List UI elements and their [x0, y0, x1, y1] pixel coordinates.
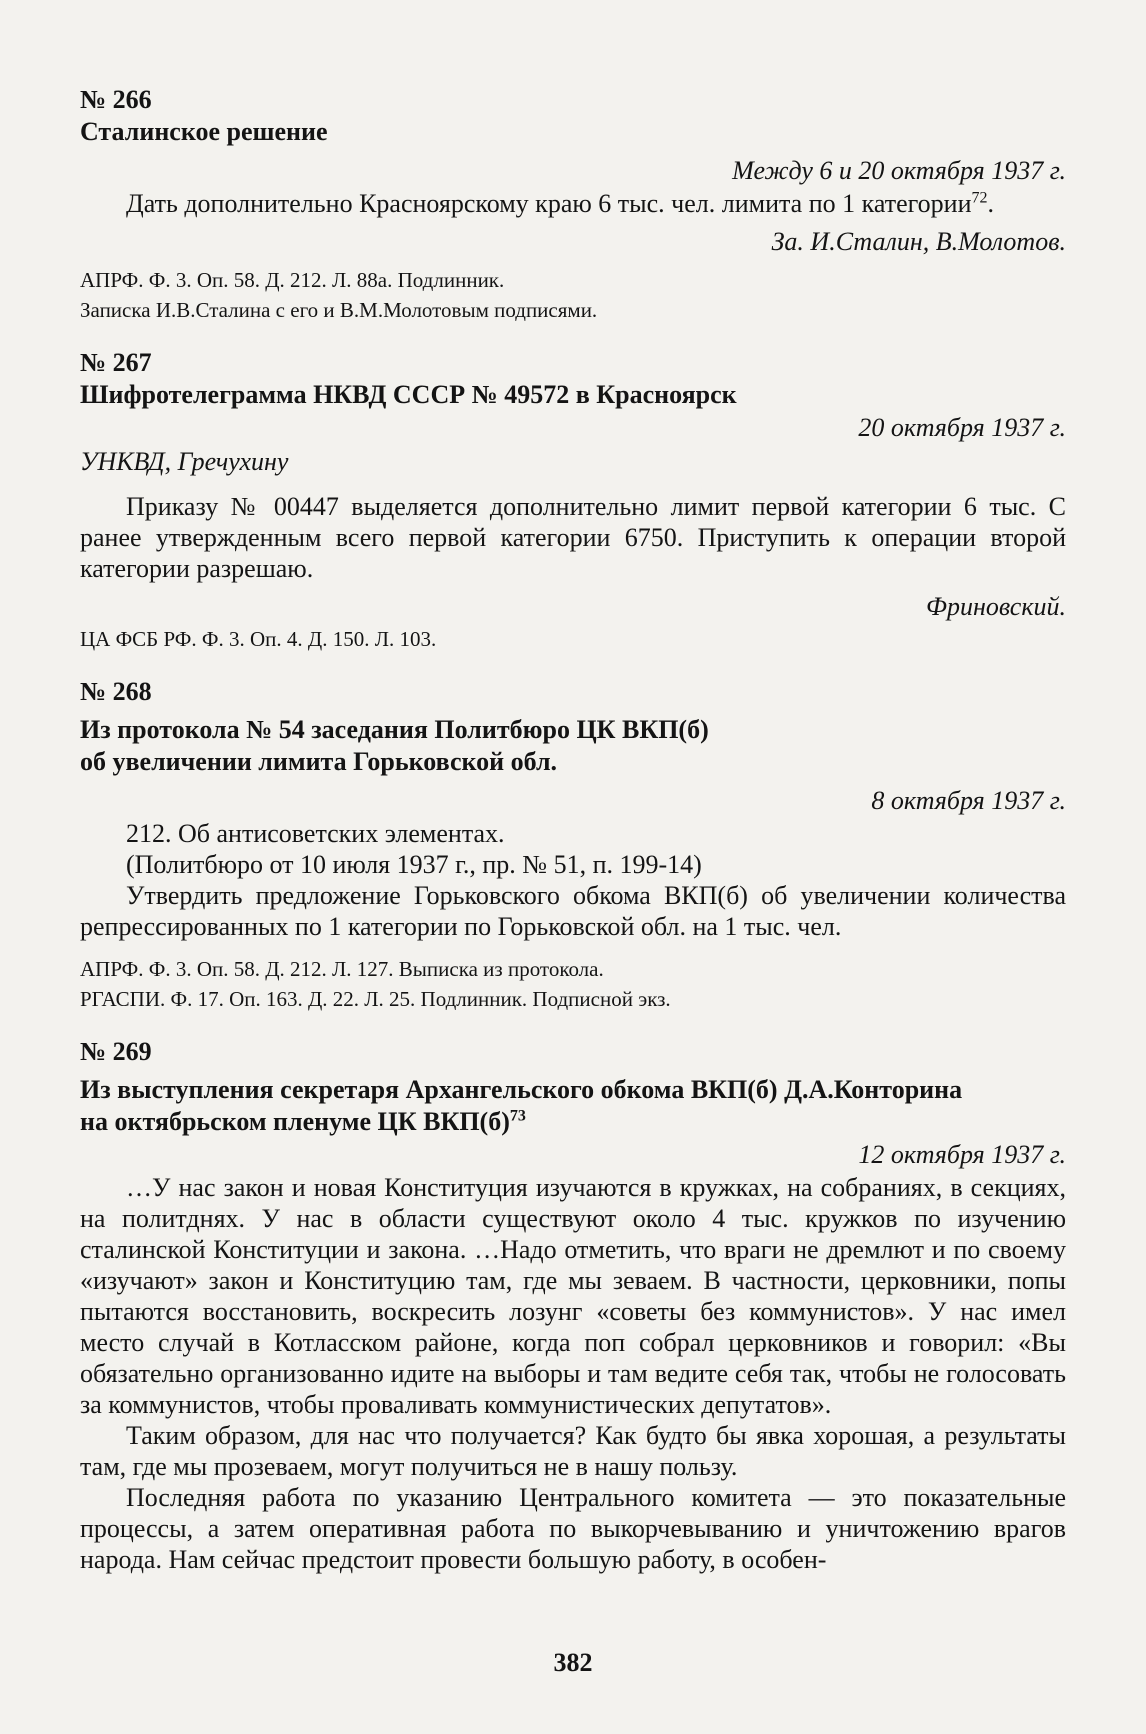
doc-paragraph: …У нас закон и новая Конституция изучаются в кружках, на собраниях, в секциях, на политднях. У нас в области существуют около 4 тыс. кружков по изучению сталинской Конституции и закона. …Надо отметить, что враги не дремлют и по своему «изучают» закон и Конституцию там, где мы зеваем. В частности, церковники, попы пытаются восстановить, воскресить лозунг «советы без коммунистов». У нас имел место случай в Котласском районе, когда поп собрал церковников и говорил: «Вы обязательно организованно идите на выборы и там ведите себя так, чтобы не голосовать за коммунистов, чтобы проваливать коммунистических депутатов». — [80, 1173, 1066, 1419]
doc-title: Из протокола № 54 заседания Политбюро ЦК ВКП(б) — [80, 715, 709, 744]
doc-text: Дать дополнительно Красноярскому краю 6 тыс. чел. лимита по 1 категории$^{72}$. — [126, 189, 994, 218]
doc-date: 12 октября 1937 г. — [858, 1140, 1066, 1169]
doc-number: № 266 — [80, 85, 152, 114]
doc-number: № 268 — [80, 677, 152, 706]
doc-text: Приказу № 00447 выделяется дополнительно лимит первой категории 6 тыс. С ранее утвержденным всего первой категории 6750. Приступить к операции второй категории разрешаю. — [80, 492, 1066, 583]
doc-paragraph: Таким образом, для нас что получается? Как будто бы явка хорошая, а результаты там, где мы прозеваем, могут получиться не в нашу пользу. — [80, 1421, 1066, 1481]
doc-title-line-2: на октябрьском пленуме ЦК $ВКП(б)^{73}$ — [80, 1107, 526, 1136]
doc-date: Между 6 и 20 октября 1937 г. — [732, 156, 1066, 185]
doc-addressee: УНКВД, Гречухину — [80, 447, 289, 476]
doc-source-2: РГАСПИ. Ф. 17. Оп. 163. Д. 22. Л. 25. Подлинник. Подписной экз. — [80, 987, 671, 1011]
footnote-ref: 72 — [971, 189, 988, 207]
doc-title: Сталинское решение — [80, 117, 328, 146]
document-267 — [80, 347, 1066, 654]
document-269 — [80, 1036, 1066, 1575]
doc-source: АПРФ. Ф. 3. Оп. 58. Д. 212. Л. 88а. Подлинник. — [80, 268, 505, 292]
doc-signature: За. И.Сталин, В.Молотов. — [771, 227, 1066, 256]
page-number: 382 — [553, 1648, 593, 1677]
document-268 — [80, 676, 1066, 1014]
doc-title-line-2: об увеличении лимита Горьковской обл. — [80, 747, 558, 776]
doc-number: № 269 — [80, 1037, 152, 1066]
doc-source-note: Записка И.В.Сталина с его и В.М.Молотовым подписями. — [80, 298, 598, 322]
doc-item: 212. Об антисоветских элементах. — [126, 819, 505, 848]
doc-paragraph: Последняя работа по указанию Центрального комитета — это показательные процессы, а затем оперативная работа по выкорчевыванию и уничтожению врагов народа. Нам сейчас предстоит провести большую работу, в особен- — [80, 1483, 1066, 1574]
document-266 — [80, 84, 1066, 325]
doc-signature: Фриновский. — [926, 592, 1066, 621]
doc-date: 8 октября 1937 г. — [871, 786, 1066, 815]
doc-source: АПРФ. Ф. 3. Оп. 58. Д. 212. Л. 127. Выписка из протокола. — [80, 957, 604, 981]
doc-text: Утвердить предложение Горьковского обкома ВКП(б) об увеличении количества репрессированных по 1 категории по Горьковской обл. на 1 тыс. чел. — [80, 881, 1066, 941]
doc-title: Из выступления секретаря Архангельского обкома ВКП(б) Д.А.Конторина — [80, 1075, 963, 1104]
doc-source: ЦА ФСБ РФ. Ф. 3. Оп. 4. Д. 150. Л. 103. — [80, 627, 437, 651]
footnote-ref: 73 — [509, 1107, 526, 1125]
doc-reference: (Политбюро от 10 июля 1937 г., пр. № 51, п. 199-14) — [126, 850, 702, 879]
doc-title: Шифротелеграмма НКВД СССР № 49572 в Красноярск — [80, 380, 737, 409]
doc-number: № 267 — [80, 348, 152, 377]
doc-date: 20 октября 1937 г. — [858, 413, 1066, 442]
